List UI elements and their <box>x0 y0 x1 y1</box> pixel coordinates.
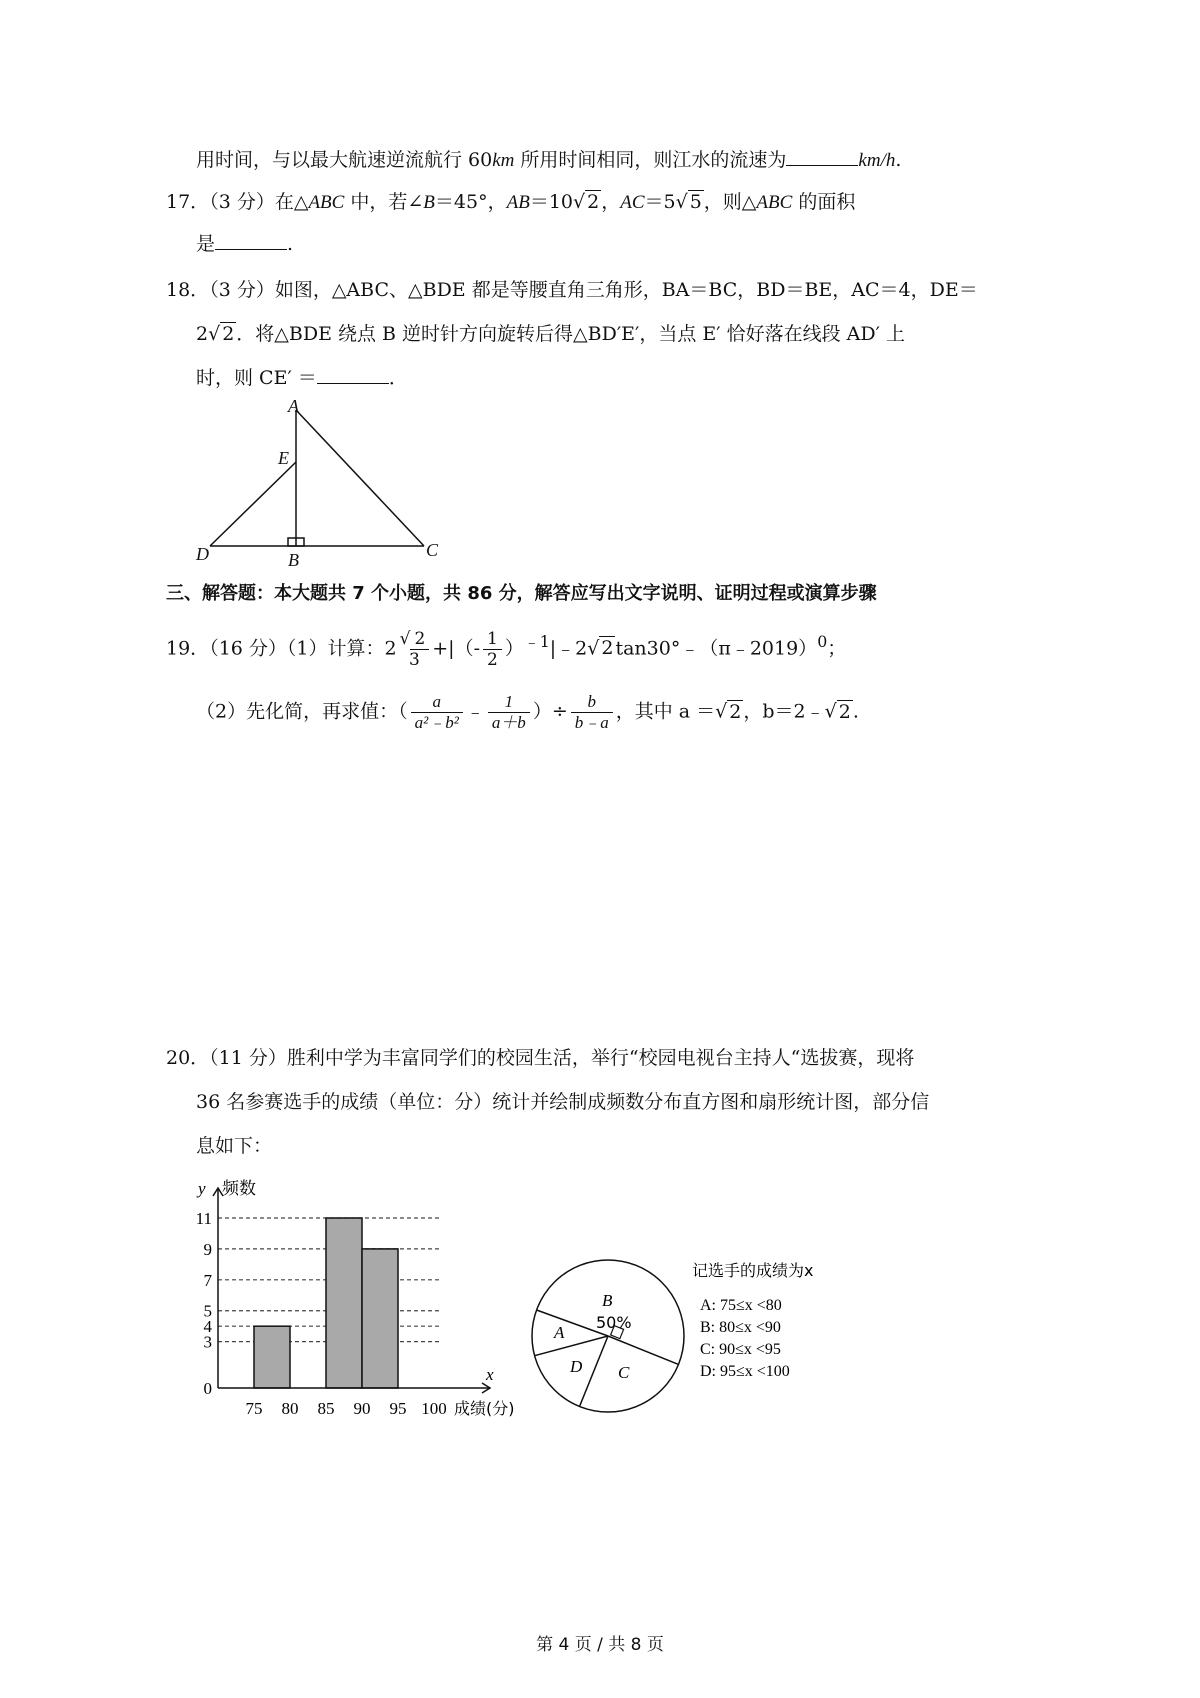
q19-frac-g3 <box>571 692 613 733</box>
answer-blank-18[interactable] <box>317 365 389 384</box>
q16-text2: 所用时间相同，则江水的流速为 <box>514 149 787 171</box>
q17-t2: ＝45°， <box>434 191 507 213</box>
pie-chart <box>530 1248 900 1418</box>
q18-t3: 时，则 CE′ ＝ <box>196 367 317 389</box>
q19-number: 19． <box>166 637 210 660</box>
y-tick-label: 5 <box>203 1301 212 1321</box>
q18-number: 18． <box>166 279 210 301</box>
pie-slice-label-A: A <box>554 1323 565 1342</box>
q16-tail <box>196 146 901 175</box>
pie-title: 记选手的成绩为x <box>692 1261 814 1280</box>
q16-end: . <box>895 149 902 171</box>
q19-f2-num: 1 <box>483 629 502 650</box>
pie-slice-value-B: 50% <box>596 1313 632 1332</box>
q19-frac-g2 <box>488 692 530 733</box>
q18-line3 <box>196 364 408 392</box>
x-tick-label: 80 <box>281 1399 299 1418</box>
q19-rest: ） <box>504 637 524 660</box>
q19-bpart: ，b＝2﹣ <box>743 700 825 723</box>
pie-divider <box>535 1336 608 1356</box>
q19-minus: - <box>473 637 481 660</box>
q17-line2 <box>196 230 293 258</box>
x-axis-letter: x <box>486 1365 494 1384</box>
histogram-bar <box>254 1326 290 1388</box>
q17-rad2: 5 <box>689 191 702 213</box>
q16-text: 用时间，与以最大航速逆流航行 60 <box>196 149 493 171</box>
q17-b: B <box>423 192 435 213</box>
answer-blank-16[interactable] <box>786 147 858 166</box>
q19-frac1: √ 2 3 <box>400 629 430 670</box>
q19-rest2: |﹣2 <box>549 637 588 660</box>
section-3-heading: 三、解答题：本大题共 7 个小题，共 86 分，解答应写出文字说明、证明过程或演算步骤 <box>166 583 877 604</box>
q19-p2: （2）先化简，再求值：（ <box>196 700 408 723</box>
q19-frac-g1 <box>411 692 463 733</box>
q16-unit-km: km <box>492 150 515 171</box>
q19-close: ）÷ <box>532 700 568 723</box>
y-tick-label: 4 <box>203 1317 212 1337</box>
q18-t2a: 2 <box>196 323 209 345</box>
label-a: A <box>288 396 299 416</box>
q20-line1: 20．（11 分）胜利中学为丰富同学们的校园生活，举行“校园电视台主持人“选拔赛，现将 <box>166 1047 915 1069</box>
q19-f2-den: 2 <box>487 649 498 670</box>
q17-t4: ， <box>601 191 621 213</box>
y-axis-letter: y <box>198 1179 206 1198</box>
y-tick-label: 3 <box>203 1332 212 1352</box>
q19-g3-den: b﹣a <box>574 713 609 732</box>
histogram-bar <box>326 1218 362 1388</box>
y-tick-label: 9 <box>203 1239 212 1259</box>
pie-slice-label-C: C <box>618 1363 630 1382</box>
q17-t5: ＝5 <box>644 191 676 213</box>
q19-end: . <box>852 700 859 723</box>
q19-g1-num: a <box>411 692 463 713</box>
q18-text1: （3 分）如图，△ABC、△BDE 都是等腰直角三角形，BA＝BC，BD＝BE，AC＝4，DE＝ <box>209 279 978 301</box>
pie-slice-label-D: D <box>570 1357 583 1376</box>
page-footer: 第 4 页 / 共 8 页 <box>536 1635 664 1655</box>
q19-tan: tan30°﹣（π﹣2019） <box>615 637 818 660</box>
q19-where: ，其中 a ＝ <box>615 700 716 723</box>
q20-line2: 36 名参赛选手的成绩（单位：分）统计并绘制成频数分布直方图和扇形统计图，部分信 <box>196 1091 930 1113</box>
q19-f1-num: 2 <box>410 629 429 650</box>
pie-legend-item: B: 80≤x <90 <box>700 1319 781 1336</box>
y-tick-label: 11 <box>195 1209 212 1228</box>
q17-t7: 的面积 <box>792 191 856 213</box>
q18-end: ． <box>388 367 408 389</box>
q17-abc2: ABC <box>756 192 793 213</box>
q19-frac2 <box>483 629 502 670</box>
q17-line1: 17．（3 分）在△ABC 中，若∠B＝45°，AB＝10√ 2 ，AC＝5√ 5 ，则△ABC 的面积 <box>166 191 856 213</box>
label-e: E <box>278 448 289 468</box>
pie-divider <box>608 1336 678 1364</box>
triangle-figure <box>190 396 460 576</box>
q19-g1-den: a²﹣b² <box>414 713 459 732</box>
x-axis-label: 成绩(分) <box>454 1399 515 1418</box>
y-tick-label: 7 <box>203 1270 212 1290</box>
label-d: D <box>196 544 209 564</box>
pie-divider <box>580 1336 608 1406</box>
q19-sup2: 0 <box>817 632 828 651</box>
q18-line2: 2√ 2 ．将△BDE 绕点 B 逆时针方向旋转后得△BD′E′，当点 E′ 恰好落在线段 AD′ 上 <box>196 323 905 345</box>
q18-t2b: ．将△BDE 绕点 B 逆时针方向旋转后得△BD′E′，当点 E′ 恰好落在线段 AD′ 上 <box>236 323 905 345</box>
segment-de <box>210 462 296 546</box>
q17-end: . <box>287 233 294 255</box>
q19-rad3: 2 <box>838 700 851 723</box>
histogram-chart <box>190 1176 540 1426</box>
q19-rad2: 2 <box>729 700 742 723</box>
q17-text: （3 分）在△ <box>209 191 309 213</box>
q19-g3-num: b <box>571 692 613 713</box>
pie-slice-label-B: B <box>602 1291 613 1310</box>
pie-legend-item: A: 75≤x <80 <box>700 1297 782 1314</box>
q20-line3: 息如下： <box>196 1135 273 1157</box>
q19-p1: （16 分）（1）计算：2 <box>209 637 397 660</box>
segment-ac <box>296 410 424 546</box>
answer-blank-17[interactable] <box>215 231 287 250</box>
x-tick-label: 100 <box>421 1399 447 1418</box>
x-tick-label: 95 <box>389 1399 407 1418</box>
q19-g2-den: a＋b <box>491 713 526 732</box>
q17-abc: ABC <box>308 192 345 213</box>
q19-f1-den: 3 <box>409 649 420 670</box>
q17-rad1: 2 <box>587 191 600 213</box>
q17-t3: ＝10 <box>529 191 573 213</box>
label-b: B <box>288 550 299 570</box>
label-c: C <box>426 540 439 560</box>
histogram-bar <box>362 1249 398 1388</box>
q17-ac: AC <box>620 192 645 213</box>
y-tick-label: 0 <box>203 1379 212 1398</box>
q16-unit: km/h <box>858 150 896 171</box>
q18-line1 <box>166 276 978 304</box>
q19-line2: （2）先化简，再求值：（ $\frac{a}{\text{a²﹣b²}}$ ﹣ $\frac{1}{a+b}$ ）÷ $\frac{b}{b﹣a}$ ，其中 a ＝√ 2 ，b＝2﹣√ 2 . <box>196 692 859 732</box>
q19-g2-num: 1 <box>488 692 530 713</box>
q19-rad: 2 <box>601 637 614 660</box>
x-tick-label: 90 <box>353 1399 371 1418</box>
q17-ab: AB <box>506 192 530 213</box>
q19-semi: ； <box>827 637 847 660</box>
q19-op: ﹣ <box>465 700 485 723</box>
y-axis-label: 频数 <box>222 1179 256 1199</box>
q19-sup1: ﹣1 <box>523 632 550 651</box>
x-tick-label: 85 <box>317 1399 335 1418</box>
q17-t1: 中，若∠ <box>344 191 424 213</box>
pie-legend-item: C: 90≤x <95 <box>700 1341 781 1358</box>
q17-line2-text: 是 <box>196 233 216 255</box>
x-tick-label: 75 <box>245 1399 263 1418</box>
q19-plus: +|（ <box>432 637 474 660</box>
pie-legend-item: D: 95≤x <100 <box>700 1363 790 1380</box>
q17-t6: ，则△ <box>703 191 757 213</box>
q18-rad: 2 <box>222 323 235 345</box>
q19-line1: 19．（16 分）（1）计算：2 √ 2 3 +|（- $\frac{1}{2}$ ）$^{﹣1}$|﹣2√ 2 tan30°﹣（π﹣2019）$^0$； <box>166 628 847 670</box>
q17-number: 17． <box>166 191 210 213</box>
